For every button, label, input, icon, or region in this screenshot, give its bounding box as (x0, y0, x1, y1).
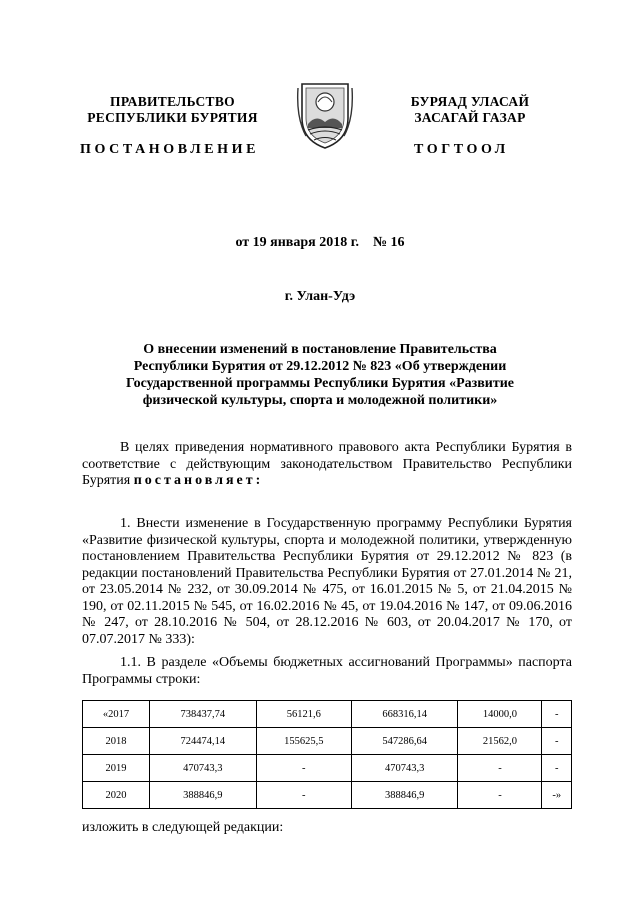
table-cell: 388846,9 (150, 782, 257, 809)
doc-type-bua: ТОГТООЛ (414, 142, 509, 157)
coat-of-arms-icon (296, 78, 354, 150)
table-cell: - (256, 782, 351, 809)
table-cell: - (458, 782, 542, 809)
table-cell: 56121,6 (256, 701, 351, 728)
government-line-2-bua: ЗАСАГАЙ ГАЗАР (414, 110, 526, 125)
preamble-text: В целях приведения нормативного правового акта Республики Бурятия в соответствие с действующим законодательством Правительство Республики Бурятия (82, 440, 572, 488)
item-1-paragraph (82, 516, 572, 648)
table-cell: 21562,0 (458, 728, 542, 755)
table-cell: 724474,14 (150, 728, 257, 755)
table-cell: 155625,5 (256, 728, 351, 755)
government-name-ru (80, 94, 265, 126)
table-cell: 2020 (83, 782, 150, 809)
doc-type-ru: ПОСТАНОВЛЕНИЕ (80, 142, 260, 157)
table-cell: - (542, 728, 572, 755)
table-cell: 668316,14 (351, 701, 458, 728)
government-line-1-bua: БУРЯАД УЛАСАЙ (410, 94, 530, 109)
document-title (100, 341, 540, 409)
table-cell: - (542, 701, 572, 728)
table-cell: 2019 (83, 755, 150, 782)
table-cell: - (256, 755, 351, 782)
table-cell: 470743,3 (351, 755, 458, 782)
table-row (83, 755, 572, 782)
table-cell: - (458, 755, 542, 782)
table-row (83, 701, 572, 728)
preamble-keyword: постановляет: (133, 473, 264, 488)
table-cell: 388846,9 (351, 782, 458, 809)
title-line: Государственной программы Республики Бурятия «Развитие (125, 376, 515, 391)
government-name-bua (390, 94, 550, 126)
table-cell: 547286,64 (351, 728, 458, 755)
after-table-text: изложить в следующей редакции: (82, 820, 284, 835)
table-row (83, 782, 572, 809)
item-1-1-text: 1.1. В разделе «Объемы бюджетных ассигнований Программы» паспорта Программы строки: (82, 655, 572, 687)
item-1-1-paragraph (82, 655, 572, 688)
document-city: г. Улан-Удэ (284, 289, 356, 304)
table-cell: -» (542, 782, 572, 809)
table-cell: «2017 (83, 701, 150, 728)
title-line: Республики Бурятия от 29.12.2012 № 823 «Об утверждении (133, 359, 507, 374)
table-row (83, 728, 572, 755)
item-1-text: 1. Внести изменение в Государственную программу Республики Бурятия «Развитие физической культуры, спорта и молодежной политики, утвержденную постановлением Правительства Республики Бурятия от 29.12.2012 № 823 (в редакции постановлений Правительства Республики Бурятия от 27.01.2014 № 21, от 23.05.2014 № 232, от 30.09.2014 № 475, от 16.01.2015 № 5, от 21.04.2015 № 190, от 02.11.2015 № 545, от 16.02.2016 № 45, от 19.04.2016 № 147, от 09.06.2016 № 247, от 28.10.2016 № 504, от 28.12.2016 № 603, от 20.04.2017 № 170, от 07.07.2017 № 333): (82, 516, 572, 647)
budget-table (82, 700, 572, 809)
table-cell: 2018 (83, 728, 150, 755)
table-cell: 470743,3 (150, 755, 257, 782)
government-line-1: ПРАВИТЕЛЬСТВО (110, 94, 235, 109)
preamble-paragraph (82, 440, 572, 490)
title-line: О внесении изменений в постановление Правительства (143, 342, 497, 357)
table-cell: 738437,74 (150, 701, 257, 728)
title-line: физической культуры, спорта и молодежной политики» (142, 393, 498, 408)
document-date-number: от 19 января 2018 г. № 16 (235, 235, 405, 250)
table-cell: - (542, 755, 572, 782)
table-cell: 14000,0 (458, 701, 542, 728)
government-line-2: РЕСПУБЛИКИ БУРЯТИЯ (87, 110, 258, 125)
